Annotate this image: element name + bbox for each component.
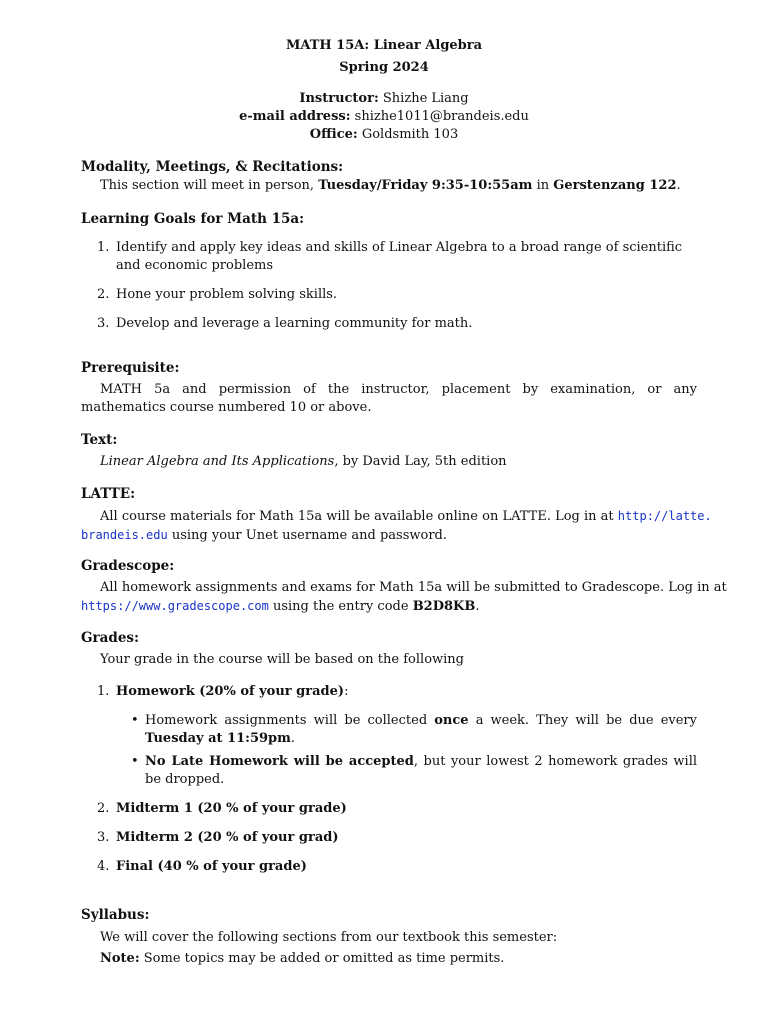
grade-label: Midterm 2 (20 % of your grad) <box>116 830 339 845</box>
modality-text-b: in <box>536 178 550 193</box>
grades-heading: Grades: <box>81 630 140 646</box>
rule-emphasis: Tuesday at 11:59pm <box>145 731 291 746</box>
latte-text-a: All course materials for Math 15a will be available online on LATTE. Log in at <box>100 509 614 524</box>
rule-emphasis: No Late Homework will be accepted <box>145 754 414 769</box>
note-label: Note: <box>100 951 140 966</box>
rule-text: . <box>290 731 296 746</box>
grade-item-final <box>81 858 697 876</box>
goal-item <box>81 286 697 304</box>
grade-number: 2. <box>97 801 110 816</box>
bullet-icon: • <box>131 754 139 769</box>
goal-text: Hone your problem solving skills. <box>116 287 338 302</box>
syllabus-heading: Syllabus: <box>81 907 150 923</box>
textbook-line <box>81 453 697 471</box>
prerequisite-heading: Prerequisite: <box>81 360 180 376</box>
grade-number: 3. <box>97 830 110 845</box>
office-label: Office: <box>309 127 358 142</box>
goals-list <box>81 239 697 333</box>
modality-text-c: . <box>676 178 681 193</box>
instructor-name: Shizhe Liang <box>382 91 469 106</box>
latte-text <box>81 507 712 545</box>
textbook-title: Linear Algebra and Its Applications <box>100 454 335 469</box>
rule-text: , but your lowest 2 homework grades will be dropped. <box>145 754 698 787</box>
textbook-details: , by David Lay, 5th edition <box>334 454 507 469</box>
goals-heading: Learning Goals for Math 15a: <box>81 211 305 227</box>
email-address: shizhe1011@brandeis.edu <box>354 109 529 124</box>
course-title: MATH 15A: Linear Algebra <box>285 38 483 53</box>
grades-intro: Your grade in the course will be based on the following <box>100 652 464 667</box>
grade-label: Midterm 1 (20 % of your grade) <box>116 801 347 816</box>
syllabus-note <box>81 950 697 968</box>
latte-heading: LATTE: <box>81 486 136 502</box>
syllabus-intro: We will cover the following sections from our textbook this semester: <box>100 930 558 945</box>
rule-emphasis: once <box>434 713 469 728</box>
prerequisite-text: MATH 5a and permission of the instructor, placement by examination, or any mathematics course numbered 10 or above. <box>81 382 697 415</box>
course-term: Spring 2024 <box>339 60 429 75</box>
homework-rule <box>81 753 697 789</box>
goal-text: Develop and leverage a learning community for math. <box>116 316 473 331</box>
instructor-line <box>0 90 768 108</box>
office-location: Goldsmith 103 <box>361 127 459 142</box>
grade-item-midterm1 <box>81 800 697 818</box>
grade-label: Homework (20% of your grade) <box>116 684 345 699</box>
grade-label: Final (40 % of your grade) <box>116 859 307 874</box>
gradescope-text-c: . <box>475 599 480 614</box>
goal-number: 1. <box>97 240 110 255</box>
modality-text-a: This section will meet in person, <box>100 178 315 193</box>
gradescope-link[interactable]: https://www.gradescope.com <box>81 599 269 613</box>
goal-item <box>81 239 697 275</box>
rule-text: a week. They will be due every <box>475 713 697 728</box>
rule-text: Homework assignments will be collected <box>145 713 428 728</box>
instructor-label: Instructor: <box>299 91 379 106</box>
goal-number: 2. <box>97 287 110 302</box>
gradescope-heading: Gradescope: <box>81 558 175 574</box>
email-line <box>0 108 768 126</box>
goal-text: Identify and apply key ideas and skills of Linear Algebra to a broad range of scientific and economic problems <box>116 240 683 273</box>
latte-link-continued[interactable]: brandeis.edu <box>81 528 168 542</box>
grade-item-midterm2 <box>81 829 697 847</box>
homework-rules <box>81 712 697 789</box>
modality-heading: Modality, Meetings, & Recitations: <box>81 159 344 175</box>
goal-item <box>81 315 697 333</box>
grades-list <box>81 683 697 876</box>
modality-text <box>81 177 697 195</box>
grade-number: 1. <box>97 684 110 699</box>
grade-colon: : <box>344 684 349 699</box>
text-heading: Text: <box>81 432 118 448</box>
gradescope-text-b: using the entry code <box>272 599 409 614</box>
grade-item-homework <box>81 683 697 701</box>
gradescope-text <box>81 579 727 616</box>
latte-link[interactable]: http://latte. <box>617 509 712 523</box>
bullet-icon: • <box>131 713 139 728</box>
entry-code: B2D8KB <box>412 599 476 614</box>
office-line <box>0 126 768 144</box>
note-text: Some topics may be added or omitted as time permits. <box>143 951 505 966</box>
email-label: e-mail address: <box>239 109 351 124</box>
meeting-time: Tuesday/Friday 9:35-10:55am <box>318 178 533 193</box>
homework-rule <box>81 712 697 748</box>
latte-text-b: using your Unet username and password. <box>171 528 447 543</box>
grade-number: 4. <box>97 859 110 874</box>
meeting-room: Gerstenzang 122 <box>553 178 677 193</box>
goal-number: 3. <box>97 316 110 331</box>
gradescope-text-a: All homework assignments and exams for Math 15a will be submitted to Gradescope. Log in at <box>100 580 727 595</box>
